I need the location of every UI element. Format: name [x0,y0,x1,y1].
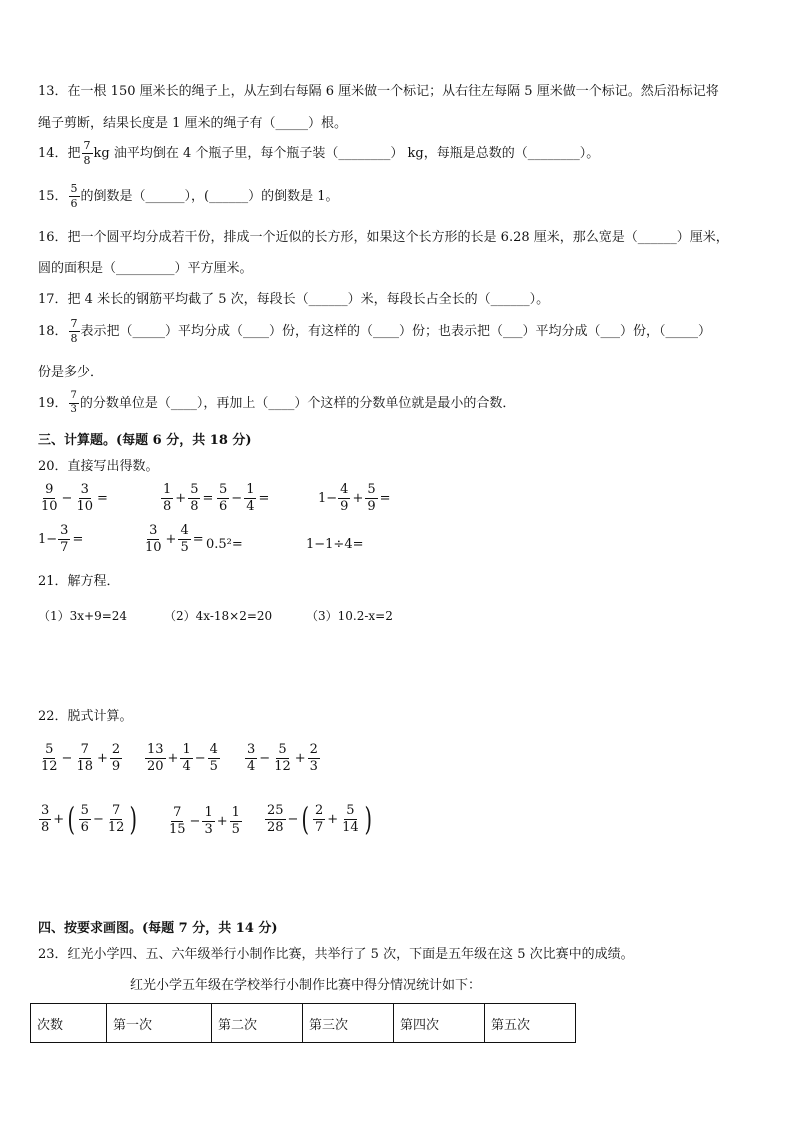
q20-expr-4 [318,483,392,513]
q18-line2: 份是多少． [38,365,104,380]
q20-expr-2 [160,483,214,513]
q20-e6-frac-b [178,524,190,554]
q23-table-title: 红光小学五年级在学校举行小制作比赛中得分情况统计如下： [130,978,482,993]
q22-r4-c-num: 7 [111,802,121,818]
q22-r1-a-den: 12 [41,758,58,774]
q22-r2-a-den: 20 [147,758,164,774]
q20-e4-op: + [352,490,364,506]
q20-e2-b-den: 8 [190,498,199,514]
q14-frac-num: 7 [83,139,91,152]
q22-r1-b-den: 18 [76,758,93,774]
table-header-cell: 第一次 [107,1004,212,1043]
q19-fraction [69,391,79,415]
q22-r6-c-den: 14 [342,819,359,835]
table-header-cell: 第三次 [303,1004,394,1043]
q22-row-2 [144,743,221,773]
q22-title: 22．脱式计算。 [38,709,133,724]
q22-r4-frac-b [79,804,91,834]
q14-text: kg 油平均倒在 4 个瓶子里，每个瓶子装（________） kg，每瓶是总数的（________）。 [93,145,600,161]
q22-r5-a-num: 7 [173,805,182,820]
q20-e2-b-num: 5 [190,482,199,497]
q15-text: 的倒数是（______），(______）的倒数是 1。 [80,188,339,204]
q20-e4-eq: = [379,490,391,506]
q22-r3-c-den: 3 [309,758,318,774]
q22-r2-b-num: 1 [182,742,191,757]
q22-r5-c-den: 5 [231,821,240,837]
q22-r4-frac-c [106,804,127,834]
q22-r4-a-den: 8 [41,819,50,835]
q22-r2-op2: − [194,750,206,766]
q14-fraction [82,140,93,166]
q22-r4-a-num: 3 [41,802,50,818]
q14 [38,140,599,166]
q22-r1-b-num: 7 [80,742,89,757]
q20-e3-b-num: 1 [246,482,255,497]
q20-expr-5 [38,524,84,554]
q22-r5-a-den: 15 [169,821,186,837]
table-header-cell: 第四次 [394,1004,485,1043]
q22-row-1 [38,743,123,773]
q22-r2-frac-c [208,743,220,773]
q21-eq1: （1）3x+9=24 [38,609,128,623]
q20-e6-a-num: 3 [149,523,158,538]
q22-r1-frac-b [74,743,95,773]
q22-r3-frac-c [308,743,320,773]
section3-title: 三、计算题。(每题 6 分，共 18 分) [38,433,252,448]
q20-e4-lead: 1− [318,490,338,506]
q22-r1-c-num: 2 [111,742,121,757]
q20-e3-b-den: 4 [246,498,255,514]
q15-fraction [69,183,80,209]
q16-line2: 圆的面积是（_________）平方厘米。 [38,261,253,276]
q22-r3-frac-b [272,743,293,773]
q22-r5-frac-b [202,806,214,836]
q20-e1-frac-a [39,483,60,513]
q22-r1-c-den: 9 [111,758,121,774]
q13-line1: 13．在一根 150 厘米长的绳子上，从左到右每隔 6 厘米做一个标记；从右往左每隔 5 厘米做一个标记。然后沿标记将 [38,84,719,99]
q22-r4-frac-a [39,804,51,834]
q20-e6-a-den: 10 [145,539,162,555]
q22-r4-b-num: 5 [80,802,89,818]
q20-e6-b-den: 5 [180,539,189,555]
q22-r2-a-num: 13 [147,742,164,757]
q20-e4-frac-a [338,483,350,513]
q22-r6-frac-b [313,804,325,834]
q20-e5-a-den: 7 [60,539,69,555]
q20-e6-eq: = [192,531,204,547]
q20-e3-eq: = [258,490,270,506]
q22-r5-c-num: 1 [231,805,240,820]
q22-r3-op2: + [294,750,306,766]
q18-prefix: 18． [38,323,68,339]
q18-frac-num: 7 [70,317,78,330]
q20-expr-3 [216,483,270,513]
q20-e2-frac-b [188,483,200,513]
q22-r3-frac-a [245,743,257,773]
q22-r6-b-num: 2 [314,802,324,818]
q19-frac-den: 3 [70,403,77,415]
q20-e1-a-num: 9 [45,482,54,497]
q22-r1-op2: + [97,750,108,766]
q22-row-4 [38,800,140,838]
q20-e4-b-den: 9 [367,498,376,514]
q22-r4-b-den: 6 [80,819,89,835]
q20-e5-frac-a [58,524,70,554]
q15-frac-den: 6 [70,196,78,210]
q20-e1-b-num: 3 [80,482,89,497]
q13-line2: 绳子剪断，结果长度是 1 厘米的绳子有（_____）根。 [38,116,348,131]
q17: 17．把 4 米长的钢筋平均截了 5 次，每段长（______）米，每段长占全长的（______）。 [38,292,550,307]
q20-e4-frac-b [365,483,377,513]
q20-e5-lead: 1− [38,531,58,547]
q22-r6-a-den: 28 [267,819,284,835]
q22-r6-c-num: 5 [346,802,355,818]
section4-title: 四、按要求画图。(每题 7 分，共 14 分) [38,921,278,936]
q18-text: 表示把（_____）平均分成（____）份，有这样的（____）份；也表示把（___）平均分成（___）份，（_____） [80,323,712,339]
table-header-cell: 次数 [31,1004,107,1043]
q20-e2-a-den: 8 [163,498,172,514]
q22-r6-frac-a [265,804,286,834]
q22-r6-op2: + [327,811,339,827]
q15-frac-num: 5 [70,182,78,195]
score-table [30,1003,576,1043]
q22-r1-frac-a [39,743,60,773]
q20-e3-a-den: 6 [219,498,228,514]
q22-r4-lparen: ( [67,800,76,838]
q22-r2-c-num: 4 [209,742,218,757]
q20-e5-eq: = [72,531,84,547]
q21-eq3: （3）10.2-x=2 [306,609,393,623]
q22-r6-lparen: ( [301,800,310,838]
q20-e2-a-num: 1 [163,482,172,497]
q18-frac-den: 8 [70,331,78,345]
q22-r5-frac-c [230,806,242,836]
q22-r5-b-den: 3 [204,821,213,837]
q14-frac-den: 8 [83,153,91,167]
q19-prefix: 19． [38,395,68,411]
q22-r3-a-num: 3 [247,742,256,757]
q22-r4-op1: + [53,811,65,827]
q22-r2-frac-a [145,743,166,773]
q22-r3-b-den: 12 [274,758,291,774]
q18-fraction [69,318,80,344]
q22-r1-a-num: 5 [45,742,54,757]
q15 [38,183,339,209]
q22-r6-rparen: ) [364,800,372,838]
q20-expr-7: 0.5²= [206,537,243,552]
q20-e4-a-den: 9 [340,498,349,514]
q20-e2-eq: = [202,490,214,506]
q22-r4-op2: − [92,811,104,827]
q22-r3-op1: − [259,750,271,766]
q15-prefix: 15． [38,188,68,204]
q19-text: 的分数单位是（____），再加上（____）个这样的分数单位就是最小的合数． [79,395,516,411]
q22-r3-c-num: 2 [309,742,318,757]
q20-e5-a-num: 3 [60,523,69,538]
q18 [38,318,711,344]
q22-r6-op1: − [287,811,299,827]
q22-r5-b-num: 1 [204,805,213,820]
q20-e2-frac-a [161,483,173,513]
q20-expr-6 [142,524,205,554]
q20-e6-frac-a [143,524,164,554]
q23-text: 23．红光小学四、五、六年级举行小制作比赛，共举行了 5 次，下面是五年级在这 5 次比赛中的成绩。 [38,947,634,962]
q22-r5-op2: + [216,813,228,829]
q20-e1-b-den: 10 [76,498,93,514]
q22-r6-frac-c [340,804,361,834]
q20-e2-op: + [175,490,187,506]
q22-r6-b-den: 7 [314,819,324,835]
q20-e1-a-den: 10 [41,498,58,514]
q22-r3-a-den: 4 [247,758,256,774]
q22-r2-frac-b [180,743,192,773]
table-header-cell: 第二次 [212,1004,303,1043]
q22-r3-b-num: 5 [278,742,287,757]
table-header-row [31,1004,576,1043]
q14-prefix: 14．把 [38,145,81,161]
q22-r5-frac-a [167,806,188,836]
q22-row-6 [264,800,374,838]
q20-e1-frac-b [74,483,95,513]
q20-e3-a-num: 5 [219,482,228,497]
q20-e3-frac-b [244,483,256,513]
q22-row-5 [166,806,243,836]
q20-e1-op: − [61,490,73,506]
q20-e6-b-num: 4 [180,523,189,538]
q20-e1-eq: = [97,490,108,506]
q21-eq2: （2）4x-18×2=20 [164,609,273,623]
q20-e3-frac-a [217,483,229,513]
q22-r5-op1: − [189,813,201,829]
q20-e4-b-num: 5 [367,482,376,497]
q22-r4-rparen: ) [129,800,138,838]
q20-expr-1 [38,483,109,513]
q16-line1: 16．把一个圆平均分成若干份，排成一个近似的长方形，如果这个长方形的长是 6.28 厘米，那么宽是（______）厘米， [38,230,729,245]
q22-r1-frac-c [110,743,122,773]
table-header-cell: 第五次 [485,1004,576,1043]
q22-r1-op1: − [61,750,73,766]
q22-r2-c-den: 5 [209,758,218,774]
q20-title: 20．直接写出得数。 [38,459,159,474]
q22-r4-c-den: 12 [107,819,125,835]
q22-row-3 [244,743,321,773]
q20-e6-op: + [165,531,177,547]
q19 [38,391,515,415]
q22-r2-b-den: 4 [182,758,191,774]
q22-r2-op1: + [167,750,179,766]
q19-frac-num: 7 [69,391,79,404]
q20-e3-op: − [231,490,243,506]
q21-title: 21．解方程． [38,574,120,589]
q20-e4-a-num: 4 [340,482,349,497]
q22-r6-a-num: 25 [267,802,284,818]
q20-expr-8: 1−1÷4= [306,537,364,552]
